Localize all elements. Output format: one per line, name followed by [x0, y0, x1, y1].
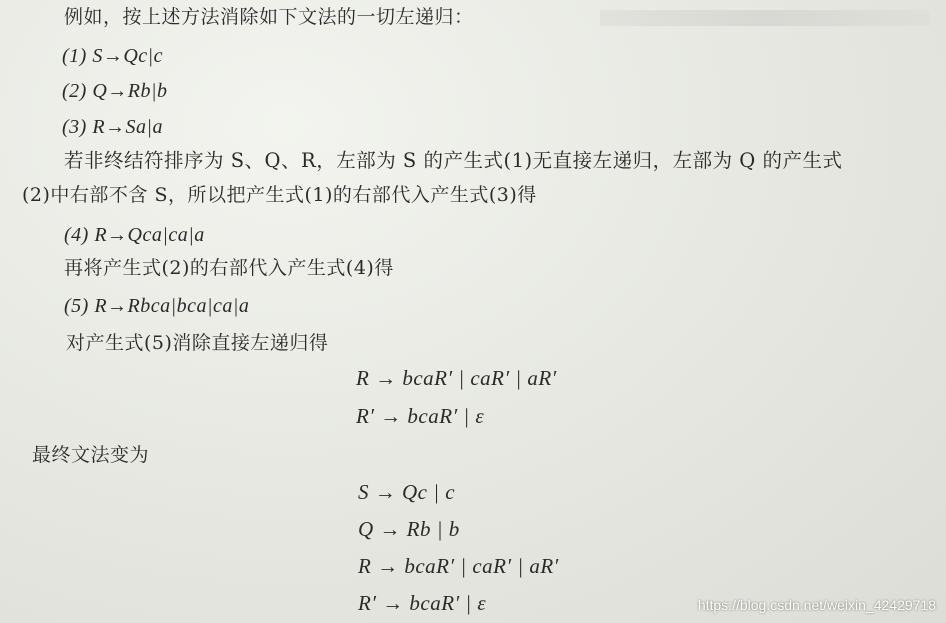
- rule-1: (1) S→Qc|c: [62, 45, 164, 67]
- rule-3: (3) R→Sa|a: [62, 116, 164, 138]
- csdn-watermark: https://blog.csdn.net/weixin_42429718: [697, 597, 936, 613]
- rule-2: (2) Q→Rb|b: [62, 80, 168, 102]
- explanation-1: 若非终结符排序为 S、Q、R，左部为 S 的产生式(1)无直接左递归，左部为 Q 的产生式: [64, 149, 843, 172]
- explanation-2: (2)中右部不含 S，所以把产生式(1)的右部代入产生式(3)得: [22, 184, 537, 206]
- final-production-4: R′ → bcaR′ | ε: [358, 591, 487, 615]
- explanation-4: 对产生式(5)消除直接左递归得: [66, 332, 329, 354]
- final-production-1: S → Qc | c: [358, 480, 456, 504]
- intro-text: 例如，按上述方法消除如下文法的一切左递归：: [64, 6, 474, 28]
- derived-production-2: R′ → bcaR′ | ε: [356, 404, 485, 428]
- explanation-3: 再将产生式(2)的右部代入产生式(4)得: [64, 257, 394, 279]
- final-grammar-label: 最终文法变为: [32, 444, 150, 466]
- derived-production-1: R → bcaR′ | caR′ | aR′: [356, 366, 557, 390]
- rule-4: (4) R→Qca|ca|a: [64, 224, 205, 246]
- final-production-3: R → bcaR′ | caR′ | aR′: [358, 554, 559, 578]
- bleed-through-shadow: [600, 10, 930, 26]
- rule-5: (5) R→Rbca|bca|ca|a: [64, 295, 250, 317]
- final-production-2: Q → Rb | b: [358, 517, 460, 541]
